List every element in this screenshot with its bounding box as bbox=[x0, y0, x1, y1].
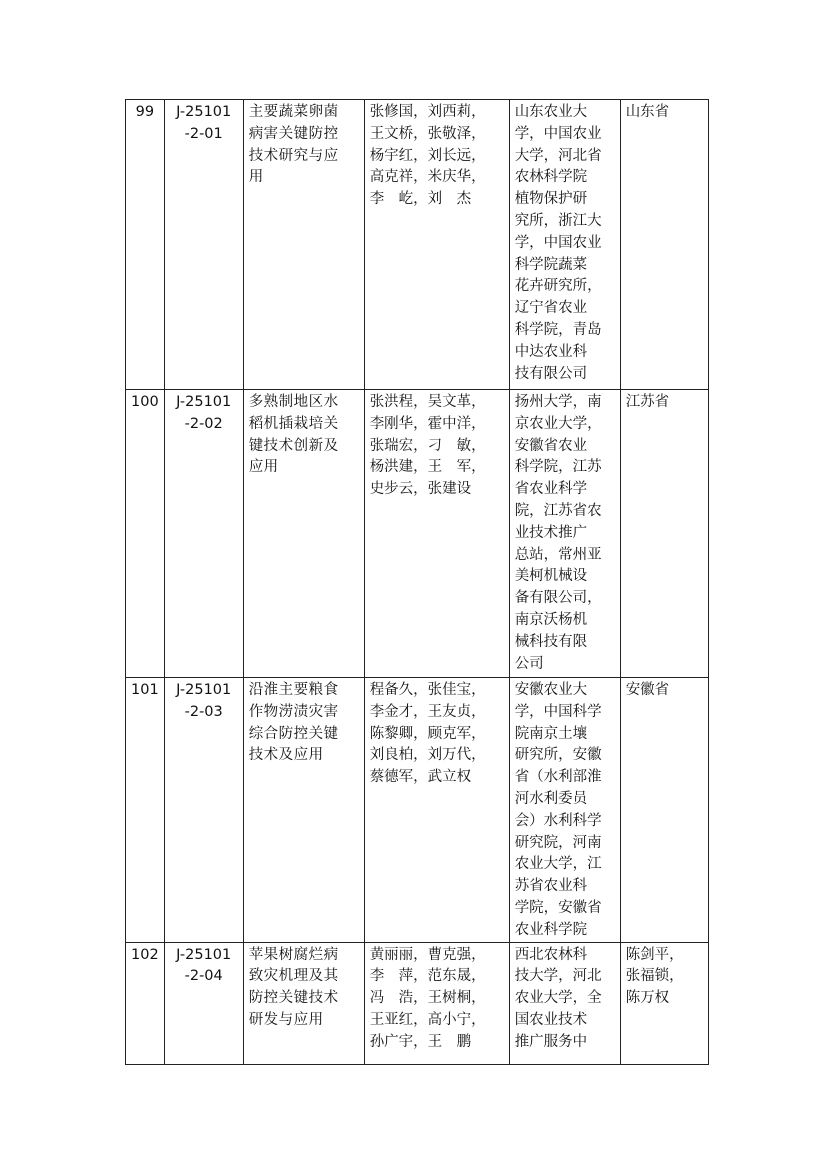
project-code-cell: J-25101 -2-03 bbox=[164, 678, 243, 943]
table-row bbox=[126, 100, 709, 390]
completers-cell: 张洪程，吴文革， 李刚华，霍中洋， 张瑞宏，刁 敏， 杨洪建，王 军， 史步云，张建设 bbox=[364, 390, 509, 678]
nominator-cell: 江苏省 bbox=[620, 390, 708, 678]
project-code-cell: J-25101 -2-01 bbox=[164, 100, 243, 390]
project-title-cell: 主要蔬菜卵菌 病害关键防控 技术研究与应 用 bbox=[243, 100, 364, 390]
project-number-cell: 102 bbox=[126, 942, 165, 1064]
units-cell: 扬州大学，南 京农业大学， 安徽省农业 科学院，江苏 省农业科学 院，江苏省农 业技术推广 总站，常州亚 美柯机械设 备有限公司， 南京沃杨机 械科技有限 公司 bbox=[509, 390, 620, 678]
project-code-cell: J-25101 -2-04 bbox=[164, 942, 243, 1064]
project-number-cell: 100 bbox=[126, 390, 165, 678]
project-title-cell: 沿淮主要粮食 作物涝渍灾害 综合防控关键 技术及应用 bbox=[243, 678, 364, 943]
units-cell: 山东农业大 学，中国农业 大学，河北省 农林科学院 植物保护研 究所，浙江大 学，中国农业 科学院蔬菜 花卉研究所， 辽宁省农业 科学院，青岛 中达农业科 技有限公司 bbox=[509, 100, 620, 390]
units-cell: 安徽农业大 学，中国科学 院南京土壤 研究所，安徽 省（水利部淮 河水利委员 会）水利科学 研究院，河南 农业大学，江 苏省农业科 学院，安徽省 农业科学院 bbox=[509, 678, 620, 943]
completers-cell: 黄丽丽，曹克强， 李 萍，范东晟， 冯 浩，王树桐， 王亚红，高小宁， 孙广宇，王 鹏 bbox=[364, 942, 509, 1064]
units-cell: 西北农林科 技大学，河北 农业大学，全 国农业技术 推广服务中 bbox=[509, 942, 620, 1064]
completers-cell: 程备久，张佳宝， 李金才，王友贞， 陈黎卿，顾克军， 刘良柏，刘万代， 蔡德军，武立权 bbox=[364, 678, 509, 943]
project-title-cell: 苹果树腐烂病 致灾机理及其 防控关键技术 研发与应用 bbox=[243, 942, 364, 1064]
project-number-cell: 99 bbox=[126, 100, 165, 390]
table-row bbox=[126, 390, 709, 678]
nominator-cell: 陈剑平， 张福锁， 陈万权 bbox=[620, 942, 708, 1064]
nominator-cell: 安徽省 bbox=[620, 678, 708, 943]
table-row bbox=[126, 942, 709, 1064]
table-row bbox=[126, 678, 709, 943]
project-title-cell: 多熟制地区水 稻机插栽培关 键技术创新及 应用 bbox=[243, 390, 364, 678]
completers-cell: 张修国，刘西莉， 王文桥，张敬泽， 杨宇红，刘长远， 高克祥，米庆华， 李 屹，刘 杰 bbox=[364, 100, 509, 390]
project-number-cell: 101 bbox=[126, 678, 165, 943]
awards-table bbox=[125, 99, 709, 1065]
project-code-cell: J-25101 -2-02 bbox=[164, 390, 243, 678]
nominator-cell: 山东省 bbox=[620, 100, 708, 390]
